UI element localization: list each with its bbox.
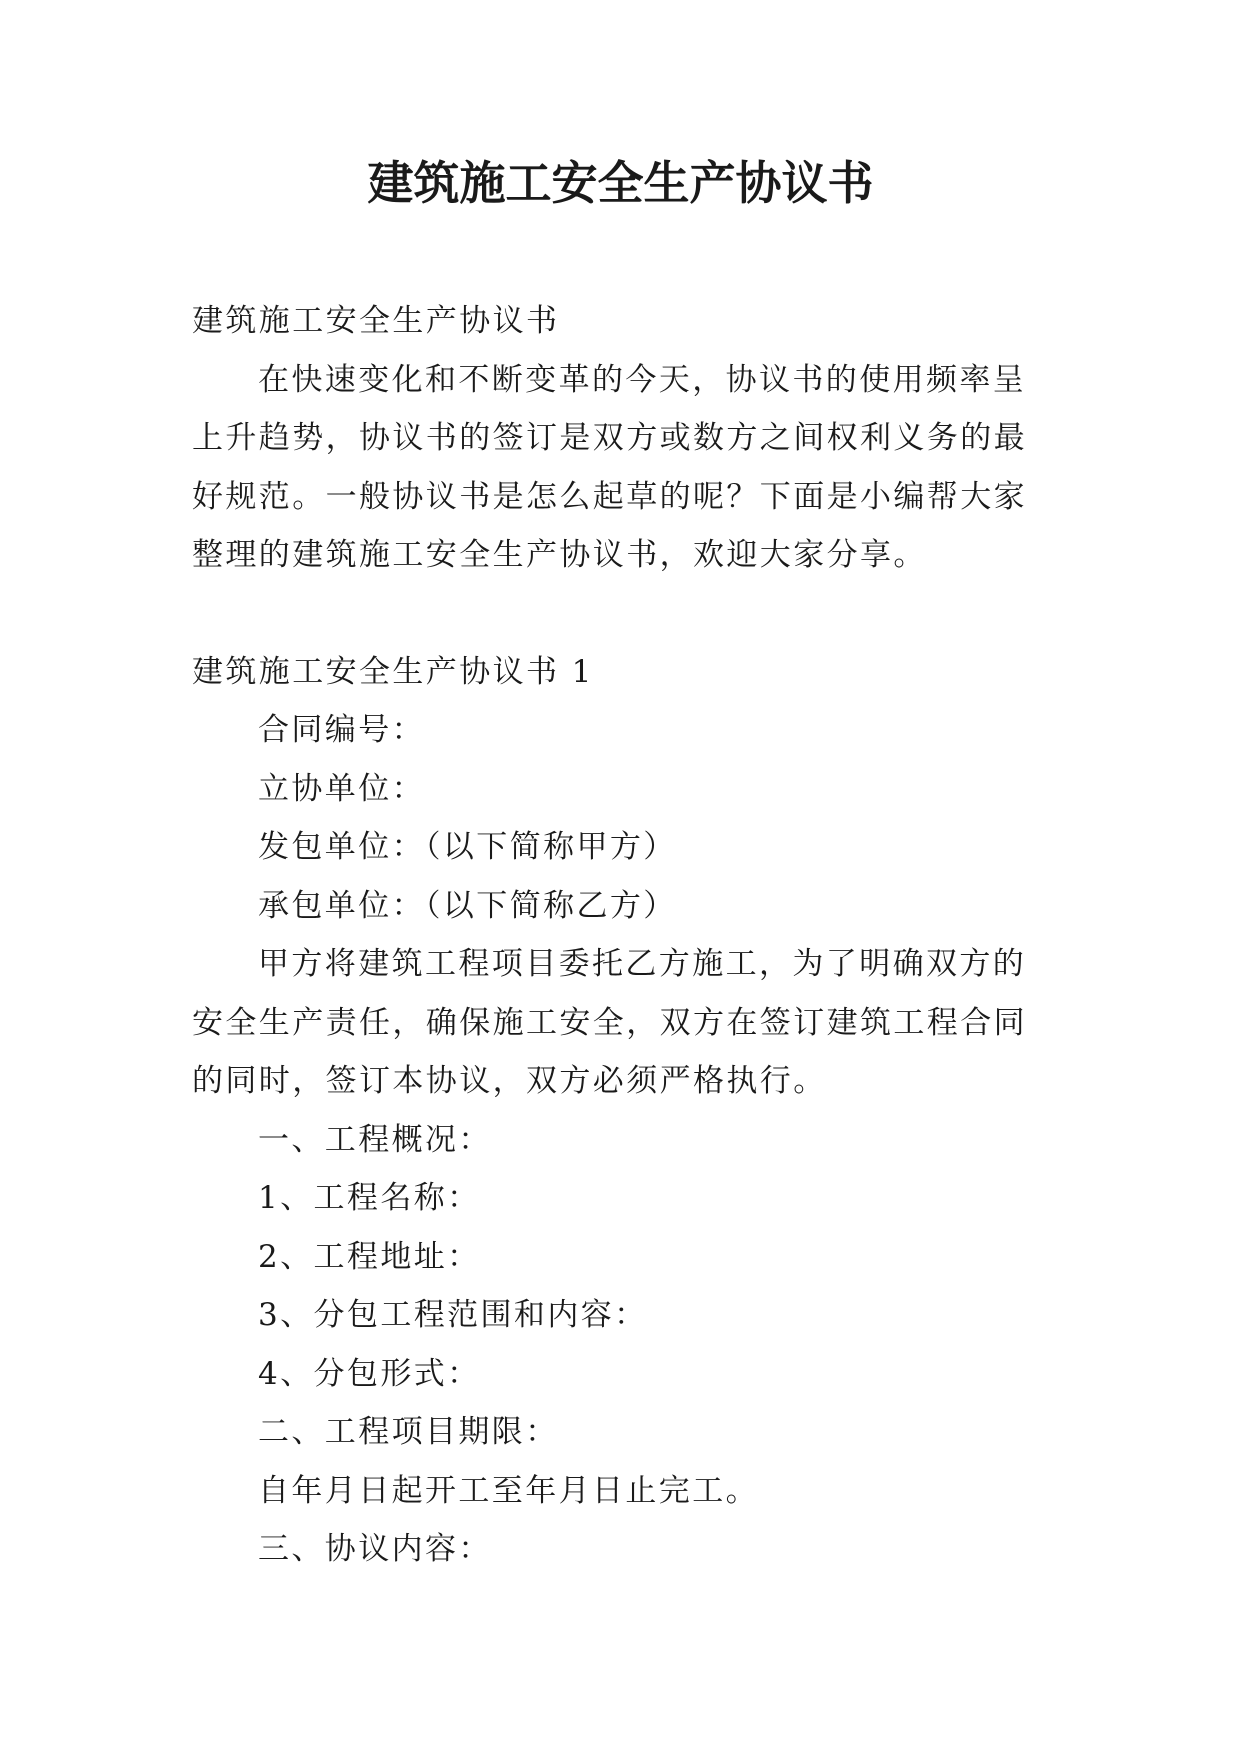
list-item: 1、工程名称：: [258, 1180, 481, 1216]
document-title: 建筑施工安全生产协议书: [367, 156, 874, 210]
subtitle: 建筑施工安全生产协议书: [192, 303, 560, 339]
signing-unit-line: 立协单位：: [258, 770, 425, 807]
list-item: 2、工程地址：: [258, 1238, 481, 1275]
preamble-paragraph: 甲方将建筑工程项目委托乙方施工，为了明确双方的安全生产责任，确保施工安全，双方在签订建筑工程合同的同时，签订本协议，双方必须严格执行。: [192, 946, 1027, 1099]
part2-heading: 二、工程项目期限：: [258, 1414, 559, 1450]
party-b-line: 承包单位：（以下简称乙方）: [258, 887, 677, 924]
document-body: [192, 292, 1052, 1579]
section-heading: 建筑施工安全生产协议书 1: [192, 653, 594, 690]
party-a-line: 发包单位：（以下简称甲方）: [258, 829, 677, 865]
intro-paragraph: 在快速变化和不断变革的今天，协议书的使用频率呈上升趋势，协议书的签订是双方或数方之间权利义务的最好规范。一般协议书是怎么起草的呢？下面是小编帮大家整理的建筑施工安全生产协议书，欢迎大家分享。: [192, 361, 1027, 573]
list-item: 4、分包形式：: [258, 1355, 481, 1392]
contract-number-line: 合同编号：: [258, 712, 425, 748]
part3-heading: 三、协议内容：: [258, 1531, 492, 1567]
part1-heading: 一、工程概况：: [258, 1121, 492, 1158]
period-line: 自年月日起开工至年月日止完工。: [258, 1472, 759, 1509]
list-item: 3、分包工程范围和内容：: [258, 1297, 648, 1333]
